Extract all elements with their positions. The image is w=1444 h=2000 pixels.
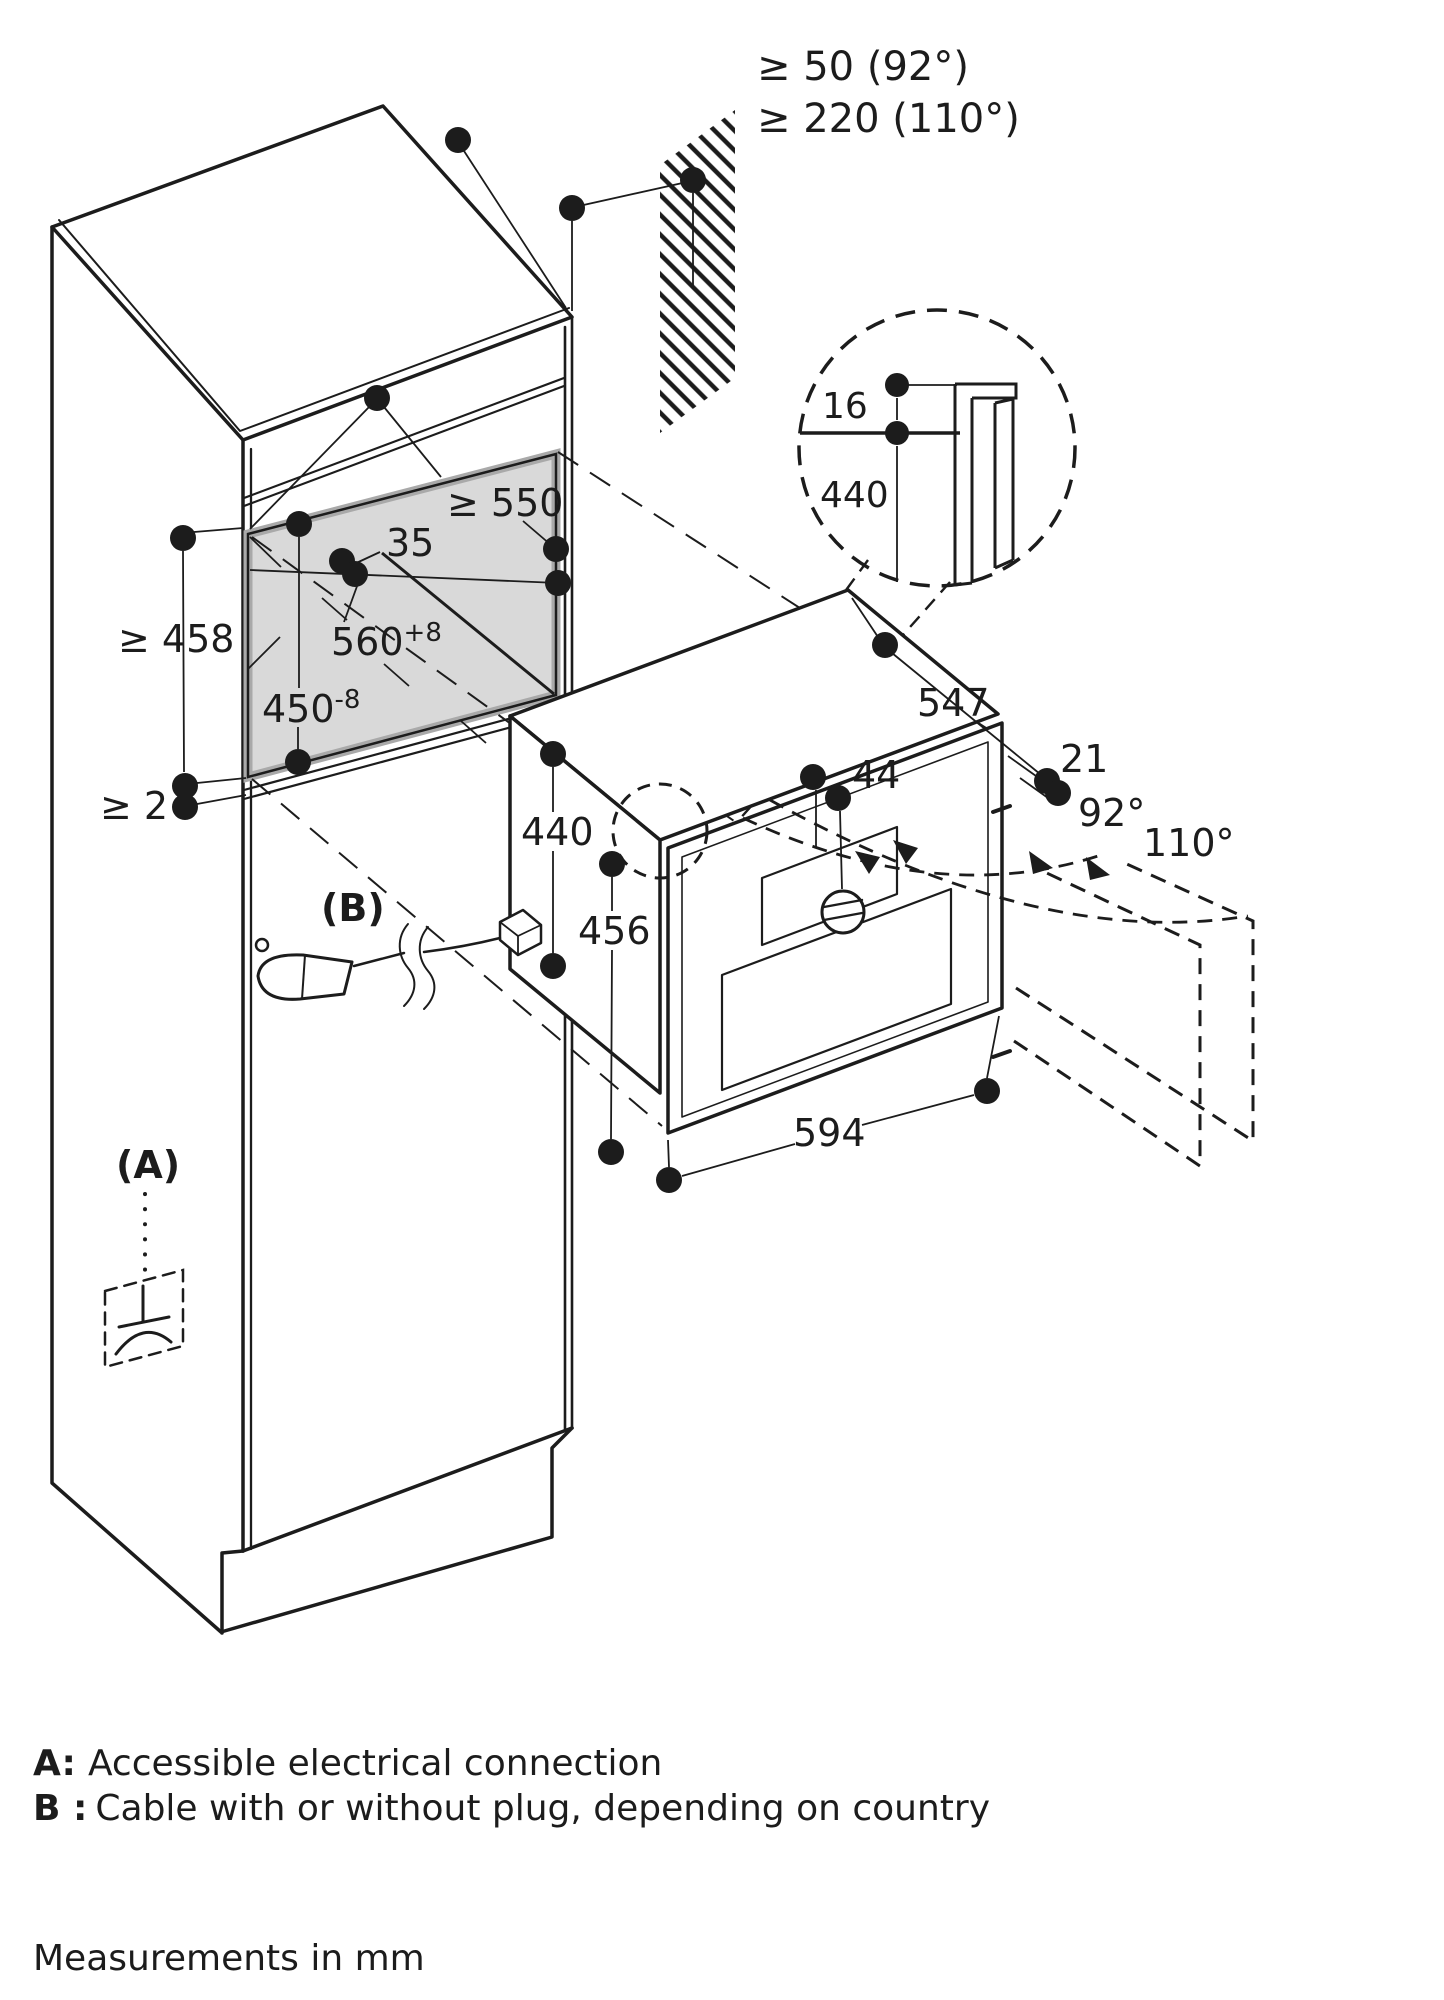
label-detail-flange: 16 (822, 386, 868, 427)
label-opening-angle-92: 92° (1078, 791, 1146, 835)
label-oven-front-height: 456 (578, 909, 651, 953)
label-callout-b: (B) (321, 886, 385, 930)
label-oven-width: 594 (793, 1111, 866, 1155)
label-callout-a: (A) (116, 1143, 181, 1187)
label-opening-angle-110: 110° (1143, 821, 1235, 865)
legend-line-b: B : Cable with or without plug, depending on country (33, 1788, 991, 1829)
legend-line-a: A: Accessible electrical connection (33, 1743, 663, 1784)
plug-icon (256, 939, 352, 999)
socket-icon (105, 1194, 183, 1367)
label-detail-height: 440 (820, 475, 889, 516)
wall-section (660, 110, 735, 433)
label-niche-rail-offset: 35 (386, 521, 435, 565)
label-niche-clearance-height: ≥ 458 (118, 617, 235, 661)
label-knob-offset: 44 (852, 753, 901, 797)
units-note: Measurements in mm (33, 1938, 425, 1979)
label-wall-clearance-110: ≥ 220 (110°) (757, 96, 1020, 142)
tall-cabinet (52, 106, 572, 1633)
dim-niche-clearance-height (100, 525, 246, 828)
oven (500, 590, 1010, 1133)
power-cable (354, 924, 500, 1009)
label-oven-body-height: 440 (521, 810, 594, 854)
label-door-offset: 21 (1060, 737, 1109, 781)
knob-icon (822, 891, 864, 933)
label-wall-clearance-92: ≥ 50 (92°) (757, 44, 969, 90)
label-niche-bottom-gap: ≥ 2 (100, 784, 169, 828)
arrow-icon (1029, 851, 1053, 874)
label-niche-depth: ≥ 550 (447, 481, 564, 525)
arrow-icon (1086, 857, 1110, 880)
label-oven-depth: 547 (917, 681, 990, 725)
label-niche-width: 560+8 (331, 618, 442, 664)
label-niche-height: 450-8 (262, 685, 361, 731)
